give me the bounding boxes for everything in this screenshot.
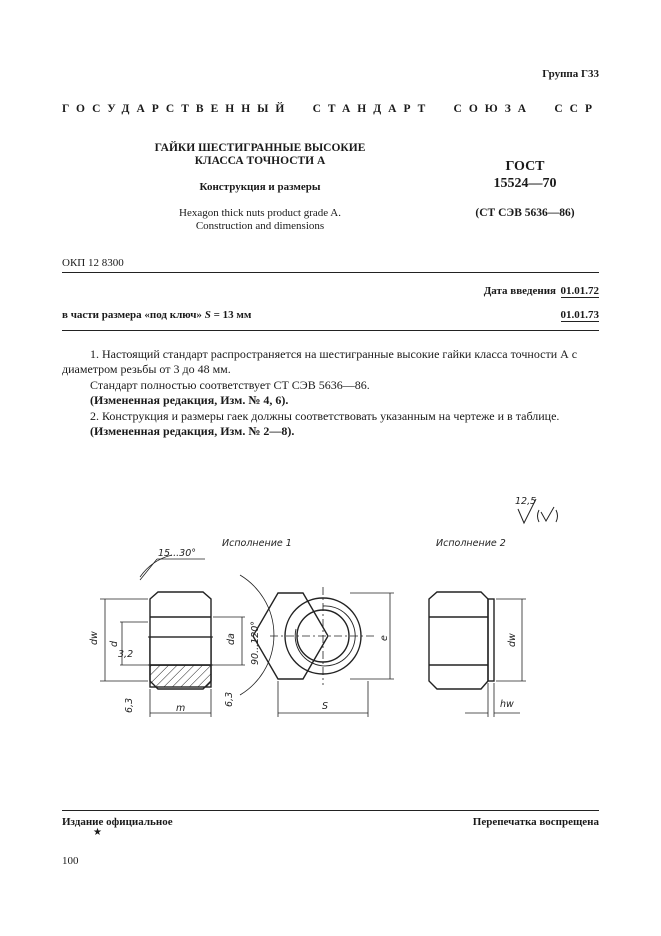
amendment-note: (Измененная редакция, Изм. № 2—8). [90, 424, 295, 439]
english-title-line: Construction and dimensions [195, 220, 325, 232]
divider [62, 330, 599, 331]
intro-date-value: 01.01.72 [560, 285, 599, 297]
okp-code: ОКП 12 8300 [62, 257, 124, 269]
state-word: ССР [554, 103, 599, 115]
group-code: Группа Г33 [542, 68, 599, 80]
amendment-note: (Измененная редакция, Изм. № 4, 6). [90, 393, 289, 408]
roughness-6-3-left: 6,3 [124, 697, 135, 713]
s13-date-value: 01.01.73 [560, 309, 599, 321]
divider [62, 810, 599, 811]
title-line: ГАЙКИ ШЕСТИГРАННЫЕ ВЫСОКИЕ [154, 142, 366, 154]
cone-angle-label: 90...120° [250, 620, 261, 665]
footer-reprint-note: Перепечатка воспрещена [472, 816, 599, 828]
paragraph: 1. Настоящий стандарт распространяется на шестигранные высокие гайки класса точности А с диаметром резьбы от 3 до 48 мм. [62, 347, 578, 377]
document-title [130, 142, 390, 168]
s13-label-post: = 13 мм [213, 309, 252, 321]
nut-drawing [60, 485, 600, 725]
divider [62, 272, 599, 273]
variant2-label: Исполнение 2 [436, 538, 506, 549]
variant1-label: Исполнение 1 [222, 538, 292, 549]
hw-label: hw [500, 699, 514, 710]
m-label: m [176, 703, 186, 714]
gost-label: ГОСТ [505, 159, 545, 174]
footer-official-edition: Издание официальное [62, 816, 173, 828]
page-number: 100 [62, 855, 79, 867]
intro-date-label: Дата введения [483, 285, 556, 297]
star-icon: ★ [93, 827, 102, 838]
s13-var: S [204, 309, 211, 321]
variant2-view [429, 592, 494, 689]
roughness-value: 12,5 [515, 496, 537, 507]
paragraph: Стандарт полностью соответствует СТ СЭВ 5636—86. [90, 377, 370, 392]
document-subtitle: Конструкция и размеры [199, 181, 321, 193]
chamfer-angle-label: 15...30° [158, 548, 196, 559]
st-sev-reference: (СТ СЭВ 5636—86) [475, 207, 575, 219]
roughness-3-2-label: 3,2 [118, 649, 134, 660]
section-view [148, 592, 213, 689]
s13-label: в части размера «под ключ» [62, 309, 202, 321]
title-line: КЛАССА ТОЧНОСТИ А [194, 155, 326, 167]
d-label: d [109, 640, 120, 647]
e-label: e [379, 635, 390, 641]
body-text [62, 347, 599, 439]
s-label: S [322, 701, 329, 712]
section-dimensions [100, 555, 274, 717]
roughness-6-3-right: 6,3 [224, 691, 235, 707]
english-title-line: Hexagon thick nuts product grade A. [179, 207, 341, 219]
state-word: СТАНДАРТ [312, 103, 433, 115]
english-title [130, 207, 390, 233]
paragraph: 2. Конструкция и размеры гаек должны соответствовать указанным на чертеже и в таблице. [90, 408, 560, 423]
state-word: СОЮЗА [453, 103, 534, 115]
s13-clause [62, 309, 251, 321]
state-word: ГОСУДАРСТВЕННЫЙ [62, 103, 292, 115]
state-standard-heading [62, 103, 599, 115]
gost-designation [460, 158, 590, 192]
da-label: da [226, 633, 237, 645]
gost-number: 15524—70 [493, 176, 557, 191]
dw-label-v2: dw [507, 633, 518, 647]
dw-label: dw [89, 631, 100, 645]
